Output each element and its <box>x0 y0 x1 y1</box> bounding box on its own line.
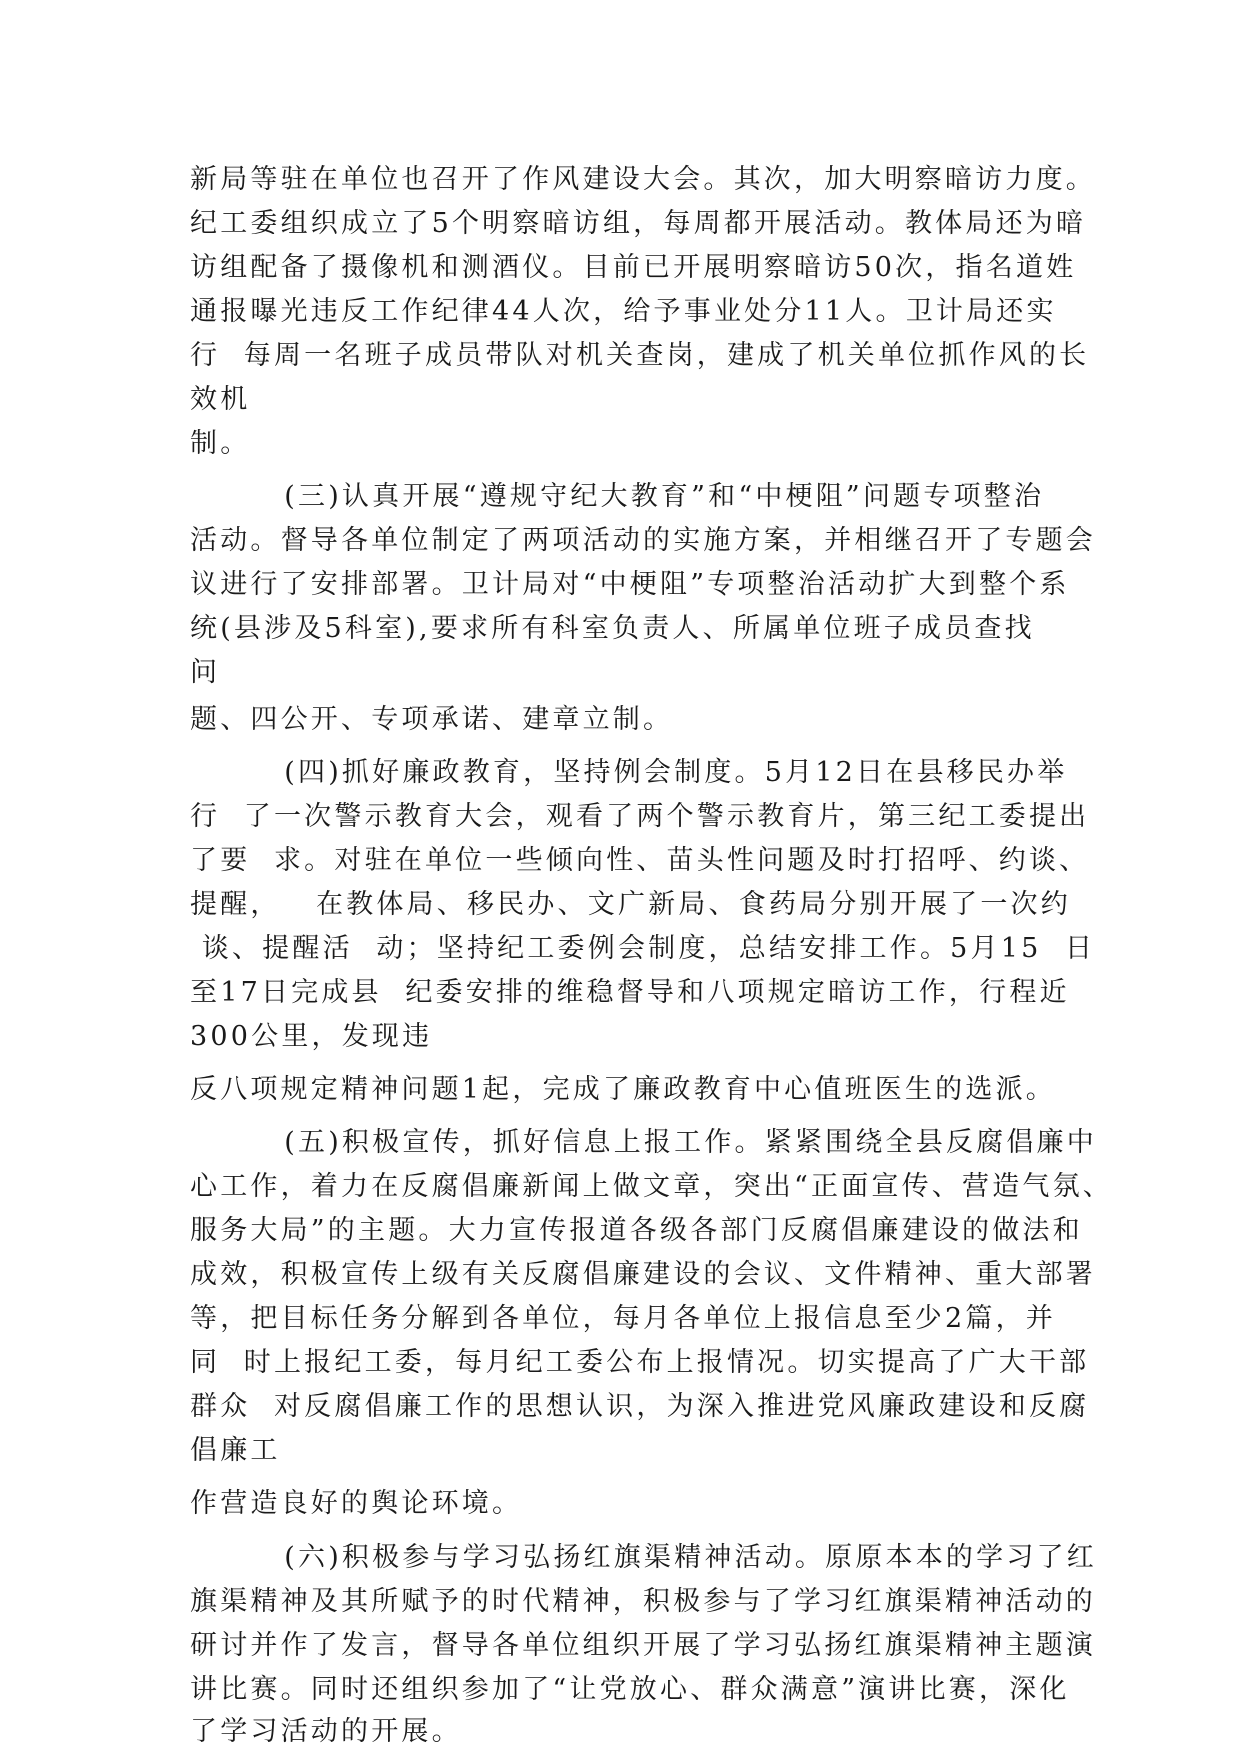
text-line: 制。 <box>190 428 251 459</box>
text-line: 提醒， 在教体局、移民办、文广新局、食药局分别开展了一次约 <box>190 889 1071 920</box>
paragraph-heading-6: (六)积极参与学习弘扬红旗渠精神活动。原原本本的学习了红 <box>190 1542 1097 1573</box>
text-line: 了学习活动的开展。 <box>190 1716 462 1747</box>
text-line: 反八项规定精神问题1起，完成了廉政教育中心值班医生的选派。 <box>190 1074 1056 1105</box>
text-line: 服务大局”的主题。大力宣传报道各级各部门反腐倡廉建设的做法和 <box>190 1215 1083 1246</box>
text-line: 统(县涉及5科室),要求所有科室负责人、所属单位班子成员查找 <box>190 613 1035 644</box>
paragraph-heading-4: (四)抓好廉政教育，坚持例会制度。5月12日在县移民办举 <box>190 757 1068 788</box>
text-line: 至17日完成县 纪委安排的维稳督导和八项规定暗访工作，行程近 <box>190 977 1070 1008</box>
text-line: 同 时上报纪工委，每月纪工委公布上报情况。切实提高了广大干部 <box>190 1347 1090 1378</box>
text-line: 通报曝光违反工作纪律44人次，给予事业处分11人。卫计局还实 <box>190 296 1057 327</box>
text-line: 作营造良好的舆论环境。 <box>190 1488 523 1519</box>
text-line: 活动。督导各单位制定了两项活动的实施方案，并相继召开了专题会 <box>190 525 1096 556</box>
text-line: 旗渠精神及其所赋予的时代精神，积极参与了学习红旗渠精神活动的 <box>190 1586 1096 1617</box>
paragraph-heading-3: (三)认真开展“遵规守纪大教育”和“中梗阻”问题专项整治 <box>190 481 1045 512</box>
text-line: 访组配备了摄像机和测酒仪。目前已开展明察暗访50次，指名道姓 <box>190 252 1077 283</box>
text-line: 倡廉工 <box>190 1435 281 1466</box>
text-line: 行 每周一名班子成员带队对机关查岗，建成了机关单位抓作风的长 <box>190 340 1090 371</box>
text-line: 问 <box>190 657 221 688</box>
text-line: 题、四公开、专项承诺、建章立制。 <box>190 704 674 735</box>
text-line: 讲比赛。同时还组织参加了“让党放心、群众满意”演讲比赛，深化 <box>190 1674 1070 1705</box>
text-line: 成效，积极宣传上级有关反腐倡廉建设的会议、文件精神、重大部署 <box>190 1259 1096 1290</box>
text-line: 新局等驻在单位也召开了作风建设大会。其次，加大明察暗访力度。 <box>190 164 1096 195</box>
text-line: 行 了一次警示教育大会，观看了两个警示教育片，第三纪工委提出 <box>190 801 1090 832</box>
text-line: 等，把目标任务分解到各单位，每月各单位上报信息至少2篇，并 <box>190 1303 1056 1334</box>
text-line: 议进行了安排部署。卫计局对“中梗阻”专项整治活动扩大到整个系 <box>190 569 1070 600</box>
text-line: 心工作，着力在反腐倡廉新闻上做文章，突出“正面宣传、营造气氛、 <box>190 1171 1114 1202</box>
text-line: 研讨并作了发言，督导各单位组织开展了学习弘扬红旗渠精神主题演 <box>190 1630 1096 1661</box>
text-line: 纪工委组织成立了5个明察暗访组，每周都开展活动。教体局还为暗 <box>190 208 1087 239</box>
text-line: 了要 求。对驻在单位一些倾向性、苗头性问题及时打招呼、约谈、 <box>190 845 1090 876</box>
text-line: 300公里，发现违 <box>190 1021 433 1052</box>
text-line: 谈、提醒活 动；坚持纪工委例会制度，总结安排工作。5月15 日 <box>190 933 1096 964</box>
text-line: 群众 对反腐倡廉工作的思想认识，为深入推进党风廉政建设和反腐 <box>190 1391 1090 1422</box>
paragraph-heading-5: (五)积极宣传，抓好信息上报工作。紧紧围绕全县反腐倡廉中 <box>190 1127 1097 1158</box>
text-line: 效机 <box>190 384 251 415</box>
